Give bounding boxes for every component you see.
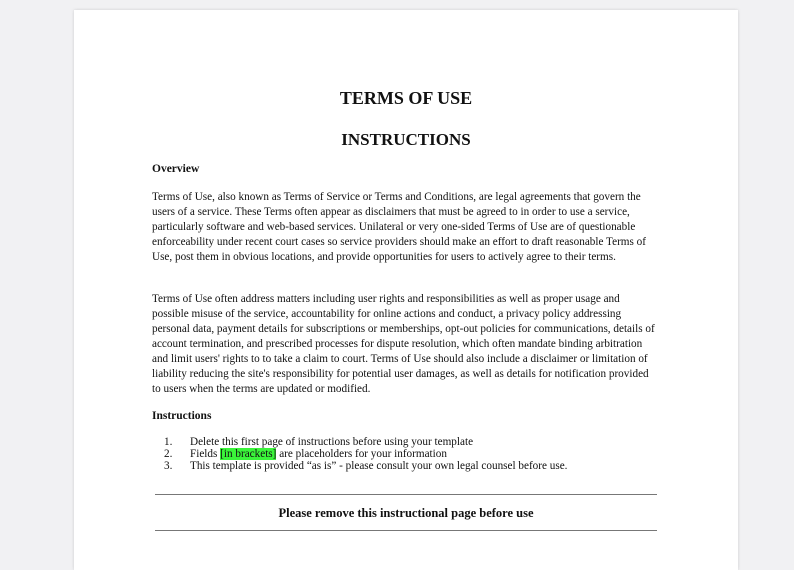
- list-item-text-pre: Fields: [190, 448, 221, 460]
- overview-heading: Overview: [152, 163, 200, 175]
- bottom-divider: [155, 530, 657, 531]
- instructions-heading: Instructions: [152, 410, 212, 422]
- list-item-text: [190, 448, 447, 460]
- list-item-text: This template is provided “as is” - please consult your own legal counsel before use.: [190, 460, 568, 472]
- list-item-number: 3.: [164, 460, 173, 472]
- list-item-text: Delete this first page of instructions before using your template: [190, 436, 474, 448]
- top-divider: [155, 494, 657, 495]
- list-item: [164, 460, 567, 472]
- overview-paragraph-2: Terms of Use often address matters including user rights and responsibilities as well as proper usage and possible misuse of the service, accountability for online actions and conduct, a privacy policy addressing personal data, payment details for subscriptions or memberships, opt-out policies for communications, details of account termination, and prescribed processes for dispute resolution, which often mandate binding arbitration and limit users' rights to to take a claim to court. Terms of Use should also include a disclaimer or limitation of liability reducing the site's responsibility for potential user damages, as well as details for notification provided to users when the terms are updated or modified.: [152, 293, 655, 395]
- document-subtitle: INSTRUCTIONS: [341, 130, 471, 149]
- placeholder-highlight: [in brackets]: [220, 448, 277, 460]
- list-item-number: 1.: [164, 436, 173, 448]
- list-item-text-post: are placeholders for your information: [276, 448, 447, 460]
- removal-notice: Please remove this instructional page before use: [278, 506, 534, 520]
- instructions-list: [164, 436, 567, 472]
- list-item: [164, 448, 567, 460]
- overview-paragraph-1: Terms of Use, also known as Terms of Service or Terms and Conditions, are legal agreements that govern the users of a service. These Terms often appear as disclaimers that must be agreed to in order to use a service, particularly software and web-based services. Unilateral or very one-sided Terms of Use are of questionable enforceability under recent court cases so service providers should make an effort to draft reasonable Terms of Use, post them in obvious locations, and provide opportunities for users to actively agree to their terms.: [152, 191, 646, 263]
- document-page: [74, 10, 738, 570]
- document-title: TERMS OF USE: [339, 88, 473, 108]
- list-item-number: 2.: [164, 448, 173, 460]
- list-item: [164, 436, 567, 448]
